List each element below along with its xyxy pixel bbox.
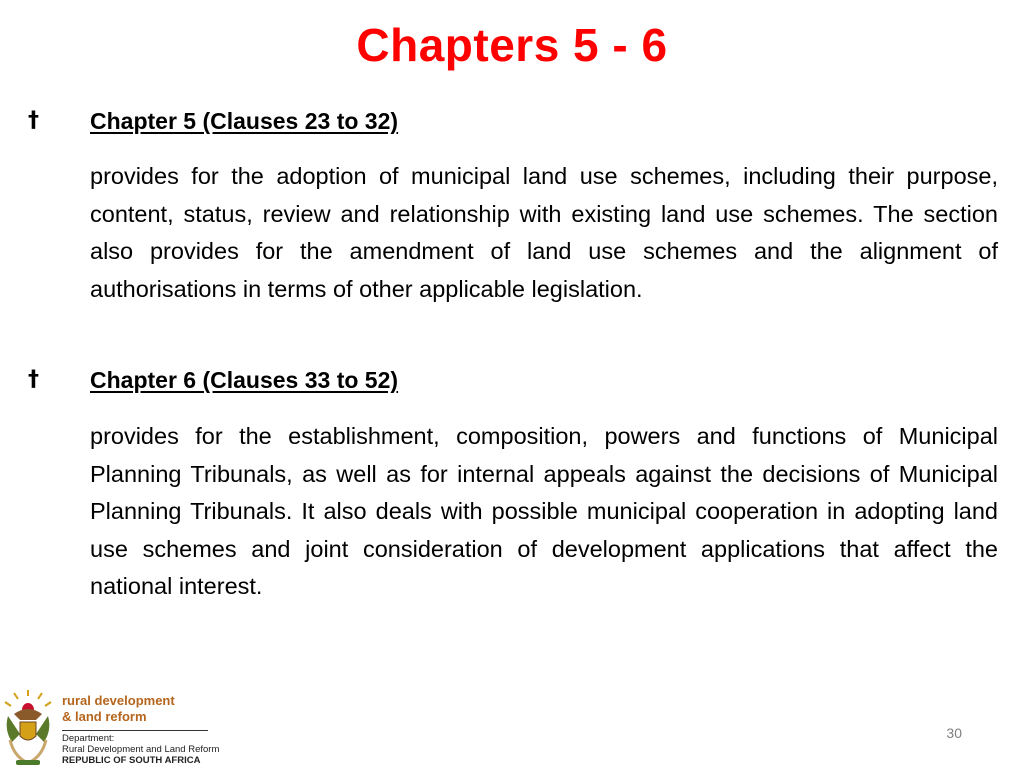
country-name: REPUBLIC OF SOUTH AFRICA	[62, 755, 201, 766]
chapter-6-description: provides for the establishment, composition, powers and functions of Municipal Planning Tribunals, as well as for internal appeals against the decisions of Municipal Planning Tribunals. It also deals with possible municipal cooperation in adopting land use schemes and joint consideration of development applications that affect the national interest.	[90, 423, 998, 599]
page-number: 30	[946, 725, 962, 741]
department-full-name: Rural Development and Land Reform	[62, 744, 220, 755]
chapter-6-heading: Chapter 6 (Clauses 33 to 52)	[90, 367, 399, 393]
department-name	[62, 693, 175, 725]
coat-of-arms-icon	[0, 690, 56, 768]
slide-title: Chapters 5 - 6	[356, 19, 668, 71]
chapter-5-heading: Chapter 5 (Clauses 23 to 32)	[90, 108, 399, 134]
department-label: Department:	[62, 733, 115, 744]
chapter-5-description: provides for the adoption of municipal land use schemes, including their purpose, content, status, review and relationship with existing land use schemes. The section also provides for the amendment of land use schemes and the alignment of authorisations in terms of other applicable legislation.	[90, 163, 998, 302]
department-name-line-2: & land reform	[62, 709, 147, 724]
department-name-line-1: rural development	[62, 693, 175, 708]
dagger-bullet-icon: †	[28, 367, 39, 392]
dagger-bullet-icon: †	[28, 108, 39, 133]
department-divider	[62, 730, 208, 731]
department-details	[62, 733, 219, 766]
